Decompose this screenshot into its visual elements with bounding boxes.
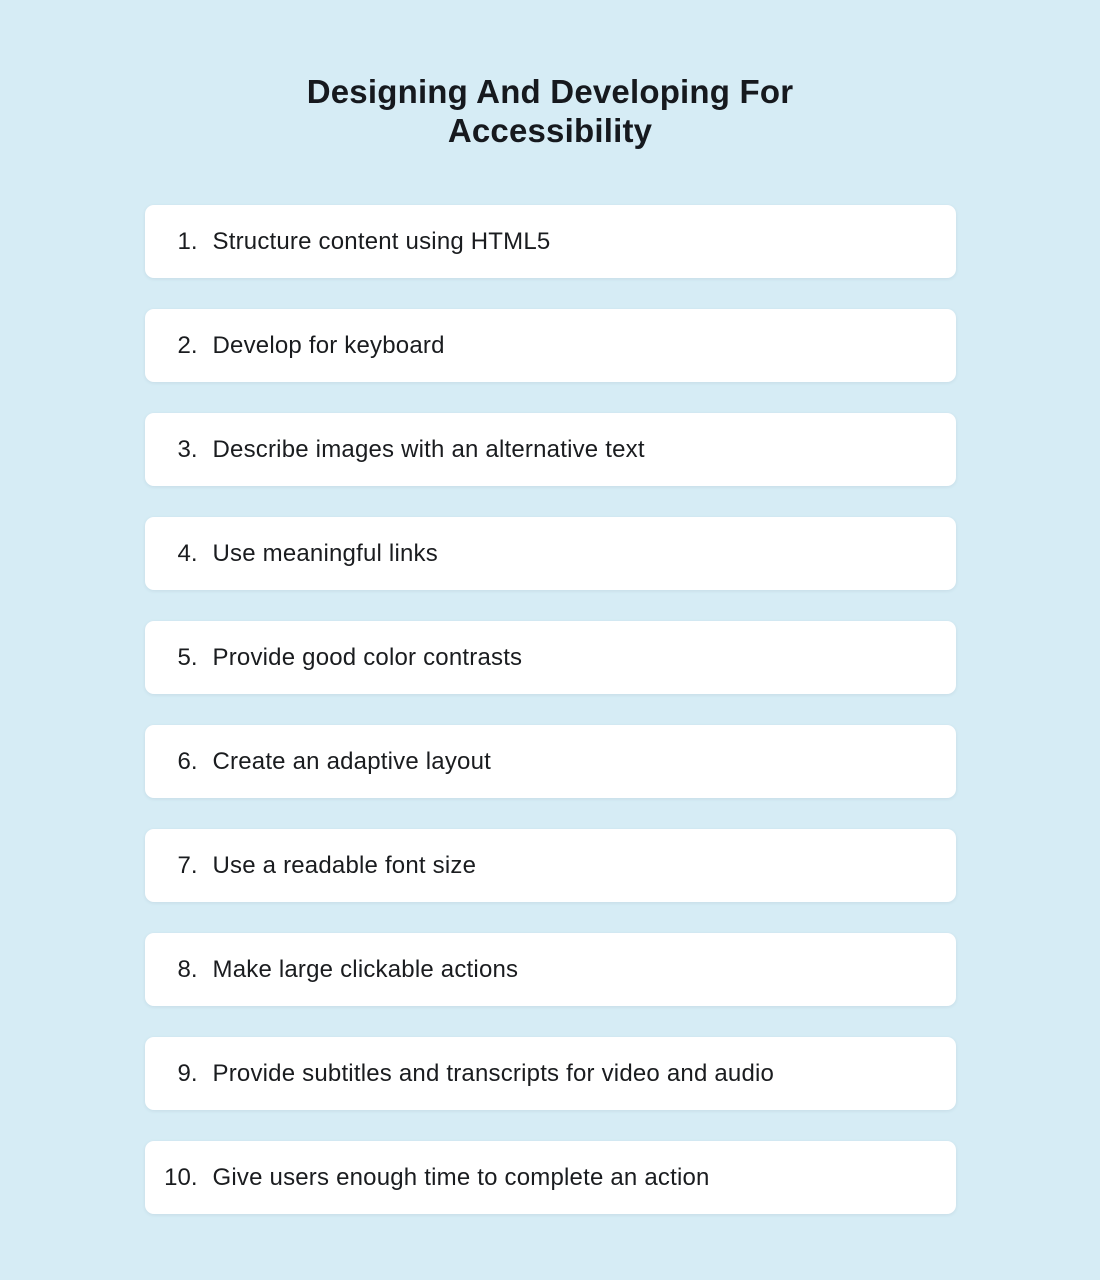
list-item-number: 10. (164, 1163, 198, 1191)
list-item-number: 1. (177, 227, 198, 255)
list-item-number: 3. (177, 435, 198, 463)
list-item-label: Provide good color contrasts (212, 643, 523, 671)
page-title-line2: Accessibility (447, 112, 653, 149)
list-item (145, 413, 956, 486)
list-item-label: Describe images with an alternative text (212, 435, 645, 463)
list-item (145, 621, 956, 694)
list-item (145, 517, 956, 590)
list-item (145, 309, 956, 382)
list-item (145, 933, 956, 1006)
page-title-line1: Designing And Developing For (306, 73, 794, 110)
list-item-label: Give users enough time to complete an action (212, 1163, 710, 1191)
list-item (145, 1037, 956, 1110)
list-item (145, 725, 956, 798)
list-item-label: Use meaningful links (212, 539, 438, 567)
list-item-number: 2. (177, 331, 198, 359)
list-item-label: Create an adaptive layout (212, 747, 492, 775)
list-item-label: Make large clickable actions (212, 955, 519, 983)
page-title (0, 72, 1100, 150)
list-item-number: 8. (177, 955, 198, 983)
list-item-number: 4. (177, 539, 198, 567)
list-item-number: 5. (177, 643, 198, 671)
checklist (145, 205, 956, 1214)
list-item-label: Provide subtitles and transcripts for video and audio (212, 1059, 775, 1087)
list-item (145, 205, 956, 278)
list-item-label: Develop for keyboard (212, 331, 445, 359)
list-item-number: 7. (177, 851, 198, 879)
list-item-label: Use a readable font size (212, 851, 477, 879)
list-item-number: 9. (177, 1059, 198, 1087)
list-item (145, 829, 956, 902)
list-item (145, 1141, 956, 1214)
list-item-label: Structure content using HTML5 (212, 227, 551, 255)
list-item-number: 6. (177, 747, 198, 775)
